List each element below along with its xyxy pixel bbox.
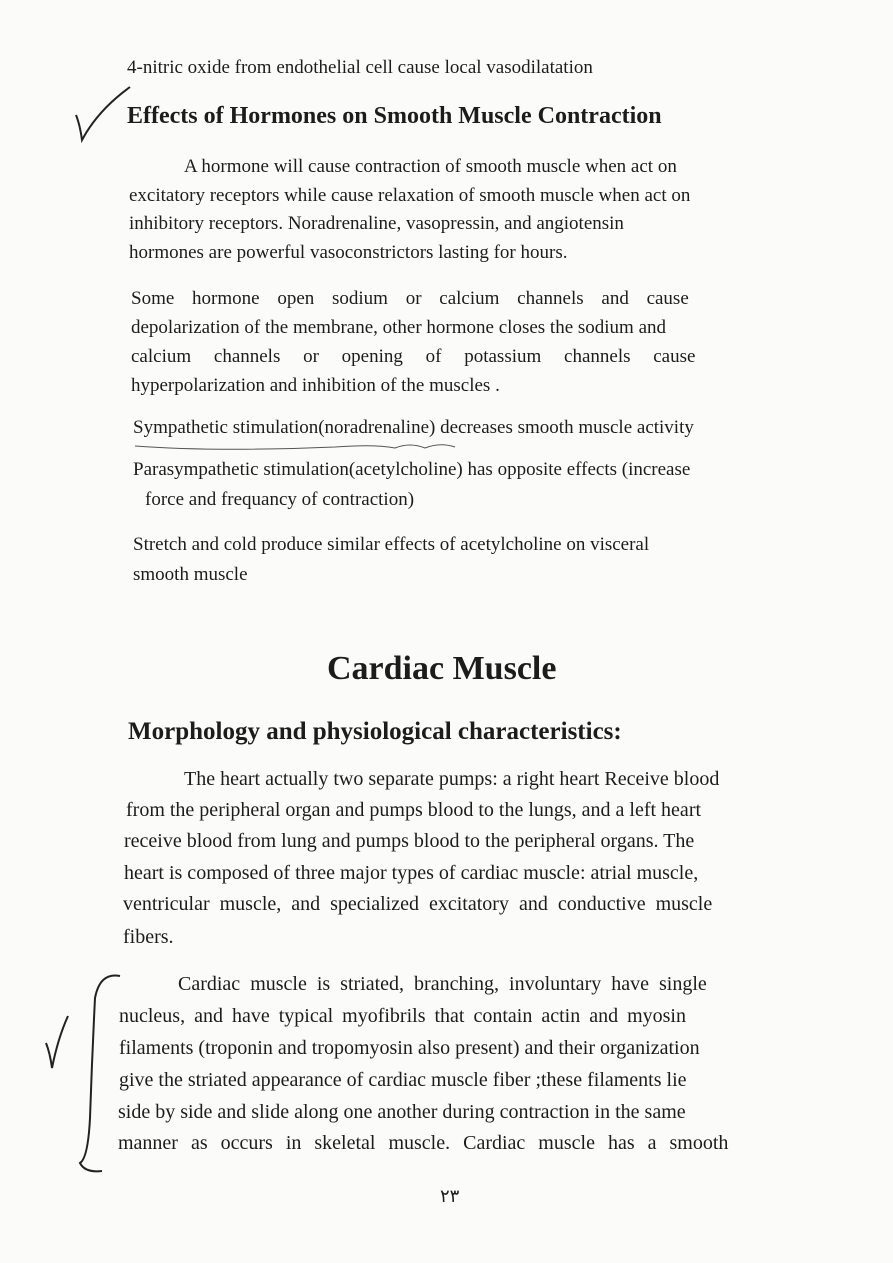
text-line: receive blood from lung and pumps blood to the peripheral organs. The <box>124 830 695 852</box>
text-line: Stretch and cold produce similar effects of acetylcholine on visceral <box>133 534 650 555</box>
text-line: Some hormone open sodium or calcium channels and cause <box>131 288 689 309</box>
text-line: excitatory receptors while cause relaxation of smooth muscle when act on <box>129 185 691 206</box>
text-line: nucleus, and have typical myofibrils that contain actin and myosin <box>119 1005 686 1027</box>
text-line: ventricular muscle, and specialized excitatory and conductive muscle <box>123 893 713 915</box>
text-line: The heart actually two separate pumps: a right heart Receive blood <box>184 768 720 790</box>
text-line: hormones are powerful vasoconstrictors lasting for hours. <box>129 242 568 263</box>
text-line: filaments (troponin and tropomyosin also present) and their organization <box>119 1037 700 1059</box>
text-line: calcium channels or opening of potassium channels cause <box>131 346 696 367</box>
text-line: smooth muscle <box>133 564 248 585</box>
text-line: depolarization of the membrane, other hormone closes the sodium and <box>131 317 667 338</box>
text-line: heart is composed of three major types of cardiac muscle: atrial muscle, <box>124 862 699 884</box>
intro-line: 4-nitric oxide from endothelial cell cause local vasodilatation <box>127 57 593 78</box>
section1-paragraph-3: Sympathetic stimulation(noradrenaline) decreases smooth muscle activity <box>133 417 694 438</box>
text-line: Cardiac muscle is striated, branching, involuntary have single <box>178 973 707 995</box>
text-line: give the striated appearance of cardiac muscle fiber ;these filaments lie <box>119 1069 687 1091</box>
text-line: inhibitory receptors. Noradrenaline, vasopressin, and angiotensin <box>129 213 624 234</box>
page-number: ٢٣ <box>440 1186 460 1206</box>
text-line: manner as occurs in skeletal muscle. Cardiac muscle has a smooth <box>118 1132 729 1154</box>
text-line: Parasympathetic stimulation(acetylcholine) has opposite effects (increase <box>133 459 691 480</box>
text-line: A hormone will cause contraction of smooth muscle when act on <box>184 156 677 177</box>
text-line: hyperpolarization and inhibition of the muscles . <box>131 375 500 396</box>
text-line: side by side and slide along one another during contraction in the same <box>118 1101 686 1123</box>
section1-heading: Effects of Hormones on Smooth Muscle Contraction <box>127 103 662 129</box>
text-line: from the peripheral organ and pumps blood to the lungs, and a left heart <box>126 799 702 821</box>
chapter-title: Cardiac Muscle <box>327 650 557 687</box>
handwritten-underline <box>135 440 475 454</box>
handwritten-bracket <box>40 968 130 1178</box>
text-line: force and frequancy of contraction) <box>145 489 415 510</box>
text-line: fibers. <box>123 926 174 948</box>
section2-heading: Morphology and physiological characteristics: <box>128 718 622 745</box>
